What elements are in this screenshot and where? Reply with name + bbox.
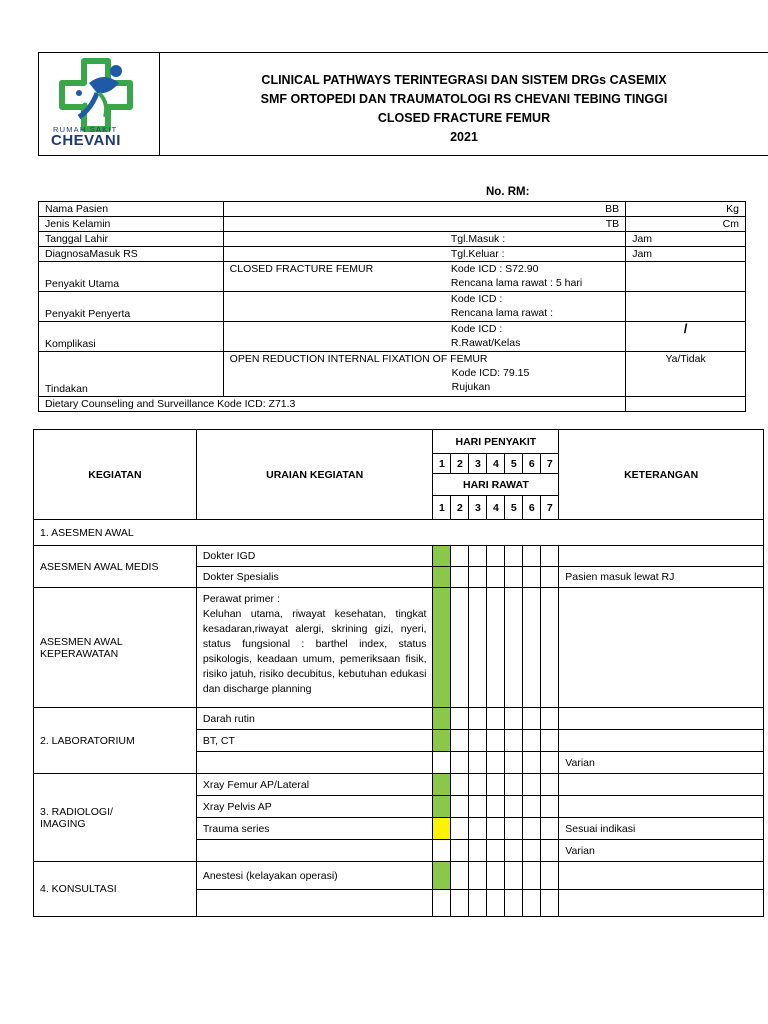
day-header: 6	[523, 496, 541, 520]
day-header: 4	[487, 496, 505, 520]
day-cell[interactable]	[469, 890, 487, 917]
rm-label: No. RM:	[486, 186, 530, 198]
day-cell[interactable]	[541, 752, 559, 774]
day-cell[interactable]	[541, 730, 559, 752]
label-jam2: Jam	[626, 247, 746, 262]
day-cell[interactable]	[433, 890, 451, 917]
label-kg: Kg	[626, 202, 746, 217]
day-cell[interactable]	[523, 890, 541, 917]
anestesi: Anestesi (kelayakan operasi)	[196, 862, 433, 890]
day-cell[interactable]	[541, 818, 559, 840]
day-cell[interactable]	[541, 890, 559, 917]
day-cell[interactable]	[469, 730, 487, 752]
day-cell[interactable]	[451, 546, 469, 567]
label-tb: TB	[223, 217, 626, 232]
day-cell-checked[interactable]	[433, 730, 451, 752]
varian-lab: Varian	[559, 752, 764, 774]
day-cell[interactable]	[505, 546, 523, 567]
document-title	[159, 71, 768, 147]
penyakit-utama-value: CLOSED FRACTURE FEMUR	[223, 262, 445, 292]
day-cell[interactable]	[451, 752, 469, 774]
perawat-detail: Keluhan utama, riwayat kesehatan, tingkat kesadaran,riwayat alergi, skrining gizi, nyeri, status fungsional : barthel index, status psikologis, keadaan umum, pemeriksaan fisik, risiko jatuh, risiko decubitus, kebutuhan edukasi dan discharge planning	[202, 608, 427, 695]
tindakan-rujukan: Rujukan	[451, 381, 491, 393]
day-cell[interactable]	[523, 862, 541, 890]
day-cell[interactable]	[541, 708, 559, 730]
day-cell[interactable]	[469, 567, 487, 588]
day-cell[interactable]	[541, 588, 559, 708]
pp-rencana: Rencana lama rawat :	[450, 307, 554, 319]
day-cell[interactable]	[523, 708, 541, 730]
day-cell[interactable]	[505, 730, 523, 752]
day-cell[interactable]	[469, 840, 487, 862]
day-cell[interactable]	[487, 588, 505, 708]
day-cell[interactable]	[523, 588, 541, 708]
day-cell[interactable]	[469, 588, 487, 708]
label-jenis-kelamin: Jenis Kelamin	[39, 217, 224, 232]
day-cell[interactable]	[487, 818, 505, 840]
xray-pelvis: Xray Pelvis AP	[196, 796, 433, 818]
day-cell[interactable]	[487, 708, 505, 730]
xray-femur: Xray Femur AP/Lateral	[196, 774, 433, 796]
day-cell[interactable]	[523, 730, 541, 752]
day-cell[interactable]	[523, 840, 541, 862]
pathway-table	[33, 429, 764, 917]
day-cell-checked[interactable]	[433, 708, 451, 730]
laboratorium: 2. LABORATORIUM	[34, 708, 197, 774]
day-cell[interactable]	[541, 567, 559, 588]
day-cell[interactable]	[451, 708, 469, 730]
asesmen-keperawatan: ASESMEN AWAL KEPERAWATAN	[34, 588, 197, 708]
col-hari-penyakit: HARI PENYAKIT	[433, 430, 559, 454]
day-cell[interactable]	[469, 774, 487, 796]
day-cell[interactable]	[523, 818, 541, 840]
label-penyakit-penyerta: Penyakit Penyerta	[39, 292, 224, 322]
dokter-spesialis: Dokter Spesialis	[196, 567, 433, 588]
col-uraian: URAIAN KEGIATAN	[196, 430, 433, 520]
day-cell[interactable]	[541, 862, 559, 890]
day-header: 7	[541, 496, 559, 520]
k-icd: Kode ICD :	[450, 323, 503, 335]
day-cell[interactable]	[541, 546, 559, 567]
day-cell[interactable]	[505, 588, 523, 708]
label-bb: BB	[223, 202, 626, 217]
title-line3: CLOSED FRACTURE FEMUR	[377, 111, 551, 125]
pp-icd: Kode ICD :	[450, 293, 503, 305]
radiologi: 3. RADIOLOGI/ IMAGING	[34, 774, 197, 862]
day-cell[interactable]	[487, 862, 505, 890]
logo-line1: RUMAH SAKIT	[53, 125, 118, 134]
k-rawat: R.Rawat/Kelas	[450, 337, 521, 349]
day-cell[interactable]	[505, 774, 523, 796]
label-penyakit-utama: Penyakit Utama	[39, 262, 224, 292]
day-header: 5	[505, 496, 523, 520]
pu-rencana: Rencana lama rawat : 5 hari	[450, 277, 583, 289]
day-cell-optional[interactable]	[433, 818, 451, 840]
day-cell[interactable]	[469, 752, 487, 774]
day-cell[interactable]	[505, 567, 523, 588]
title-line1: CLINICAL PATHWAYS TERINTEGRASI DAN SISTEM DRGs CASEMIX	[261, 73, 667, 87]
day-header: 2	[451, 454, 469, 474]
day-cell[interactable]	[451, 818, 469, 840]
day-header: 7	[541, 454, 559, 474]
day-cell[interactable]	[451, 774, 469, 796]
day-header: 3	[469, 496, 487, 520]
day-header: 6	[523, 454, 541, 474]
section-asesmen-awal: 1. ASESMEN AWAL	[34, 520, 764, 546]
ket-rj: Pasien masuk lewat RJ	[559, 567, 764, 588]
day-cell[interactable]	[451, 862, 469, 890]
day-cell[interactable]	[505, 840, 523, 862]
title-line2: SMF ORTOPEDI DAN TRAUMATOLOGI RS CHEVANI TEBING TINGGI	[260, 92, 668, 106]
dietary-row: Dietary Counseling and Surveillance Kode ICD: Z71.3	[39, 397, 626, 412]
logo-line2: CHEVANI	[51, 132, 121, 149]
day-header: 1	[433, 454, 451, 474]
day-cell[interactable]	[505, 818, 523, 840]
day-cell-checked[interactable]	[433, 774, 451, 796]
day-cell[interactable]	[469, 708, 487, 730]
label-tindakan: Tindakan	[39, 352, 224, 397]
komplikasi-slash: /	[626, 322, 746, 352]
tindakan-value: OPEN REDUCTION INTERNAL FIXATION OF FEMUR	[229, 353, 488, 365]
day-cell[interactable]	[487, 890, 505, 917]
day-cell[interactable]	[451, 890, 469, 917]
sesuai-indikasi: Sesuai indikasi	[559, 818, 764, 840]
day-cell[interactable]	[487, 840, 505, 862]
label-nama-pasien: Nama Pasien	[39, 202, 224, 217]
label-tgl-keluar: Tgl.Keluar :	[445, 247, 626, 262]
day-cell[interactable]	[541, 840, 559, 862]
hospital-logo	[39, 53, 160, 155]
day-header: 3	[469, 454, 487, 474]
day-cell[interactable]	[469, 796, 487, 818]
day-cell[interactable]	[469, 546, 487, 567]
day-cell[interactable]	[469, 862, 487, 890]
tindakan-yatidak: Ya/Tidak	[626, 352, 746, 397]
day-header: 2	[451, 496, 469, 520]
day-cell-checked[interactable]	[433, 546, 451, 567]
trauma-series: Trauma series	[196, 818, 433, 840]
day-cell-checked[interactable]	[433, 567, 451, 588]
varian-radiologi: Varian	[559, 840, 764, 862]
konsultasi: 4. KONSULTASI	[34, 862, 197, 917]
header-box	[38, 52, 768, 156]
day-cell[interactable]	[523, 567, 541, 588]
day-cell[interactable]	[523, 774, 541, 796]
day-cell-checked[interactable]	[433, 862, 451, 890]
patient-info-table	[38, 201, 746, 412]
bt-ct: BT, CT	[196, 730, 433, 752]
day-cell[interactable]	[487, 546, 505, 567]
dokter-igd: Dokter IGD	[196, 546, 433, 567]
label-tanggal-lahir: Tanggal Lahir	[39, 232, 224, 247]
day-cell[interactable]	[451, 730, 469, 752]
perawat-primer: Perawat primer :	[202, 593, 280, 605]
day-header: 4	[487, 454, 505, 474]
day-cell-checked[interactable]	[433, 796, 451, 818]
day-cell[interactable]	[505, 752, 523, 774]
day-cell[interactable]	[505, 890, 523, 917]
day-cell[interactable]	[451, 840, 469, 862]
col-kegiatan: KEGIATAN	[34, 430, 197, 520]
day-cell[interactable]	[433, 752, 451, 774]
tindakan-icd: Kode ICD: 79.15	[451, 367, 530, 379]
col-hari-rawat: HARI RAWAT	[433, 474, 559, 496]
day-cell-checked[interactable]	[433, 588, 451, 708]
label-jam1: Jam	[626, 232, 746, 247]
day-cell[interactable]	[469, 818, 487, 840]
day-cell[interactable]	[523, 752, 541, 774]
day-cell[interactable]	[505, 862, 523, 890]
day-cell[interactable]	[451, 796, 469, 818]
day-header: 5	[505, 454, 523, 474]
col-keterangan: KETERANGAN	[559, 430, 764, 520]
day-cell[interactable]	[523, 796, 541, 818]
label-cm: Cm	[626, 217, 746, 232]
day-cell[interactable]	[541, 796, 559, 818]
day-cell[interactable]	[487, 796, 505, 818]
label-komplikasi: Komplikasi	[39, 322, 224, 352]
day-cell[interactable]	[433, 840, 451, 862]
day-cell[interactable]	[451, 567, 469, 588]
darah-rutin: Darah rutin	[196, 708, 433, 730]
day-cell[interactable]	[487, 567, 505, 588]
label-diagnosa: DiagnosaMasuk RS	[39, 247, 224, 262]
day-cell[interactable]	[487, 730, 505, 752]
day-cell[interactable]	[541, 774, 559, 796]
asesmen-medis: ASESMEN AWAL MEDIS	[34, 546, 197, 588]
day-cell[interactable]	[487, 774, 505, 796]
day-cell[interactable]	[487, 752, 505, 774]
day-cell[interactable]	[451, 588, 469, 708]
day-cell[interactable]	[523, 546, 541, 567]
label-tgl-masuk: Tgl.Masuk :	[445, 232, 626, 247]
pu-icd: Kode ICD : S72.90	[450, 263, 539, 275]
day-cell[interactable]	[505, 796, 523, 818]
day-header: 1	[433, 496, 451, 520]
title-line4: 2021	[450, 130, 478, 144]
day-cell[interactable]	[505, 708, 523, 730]
